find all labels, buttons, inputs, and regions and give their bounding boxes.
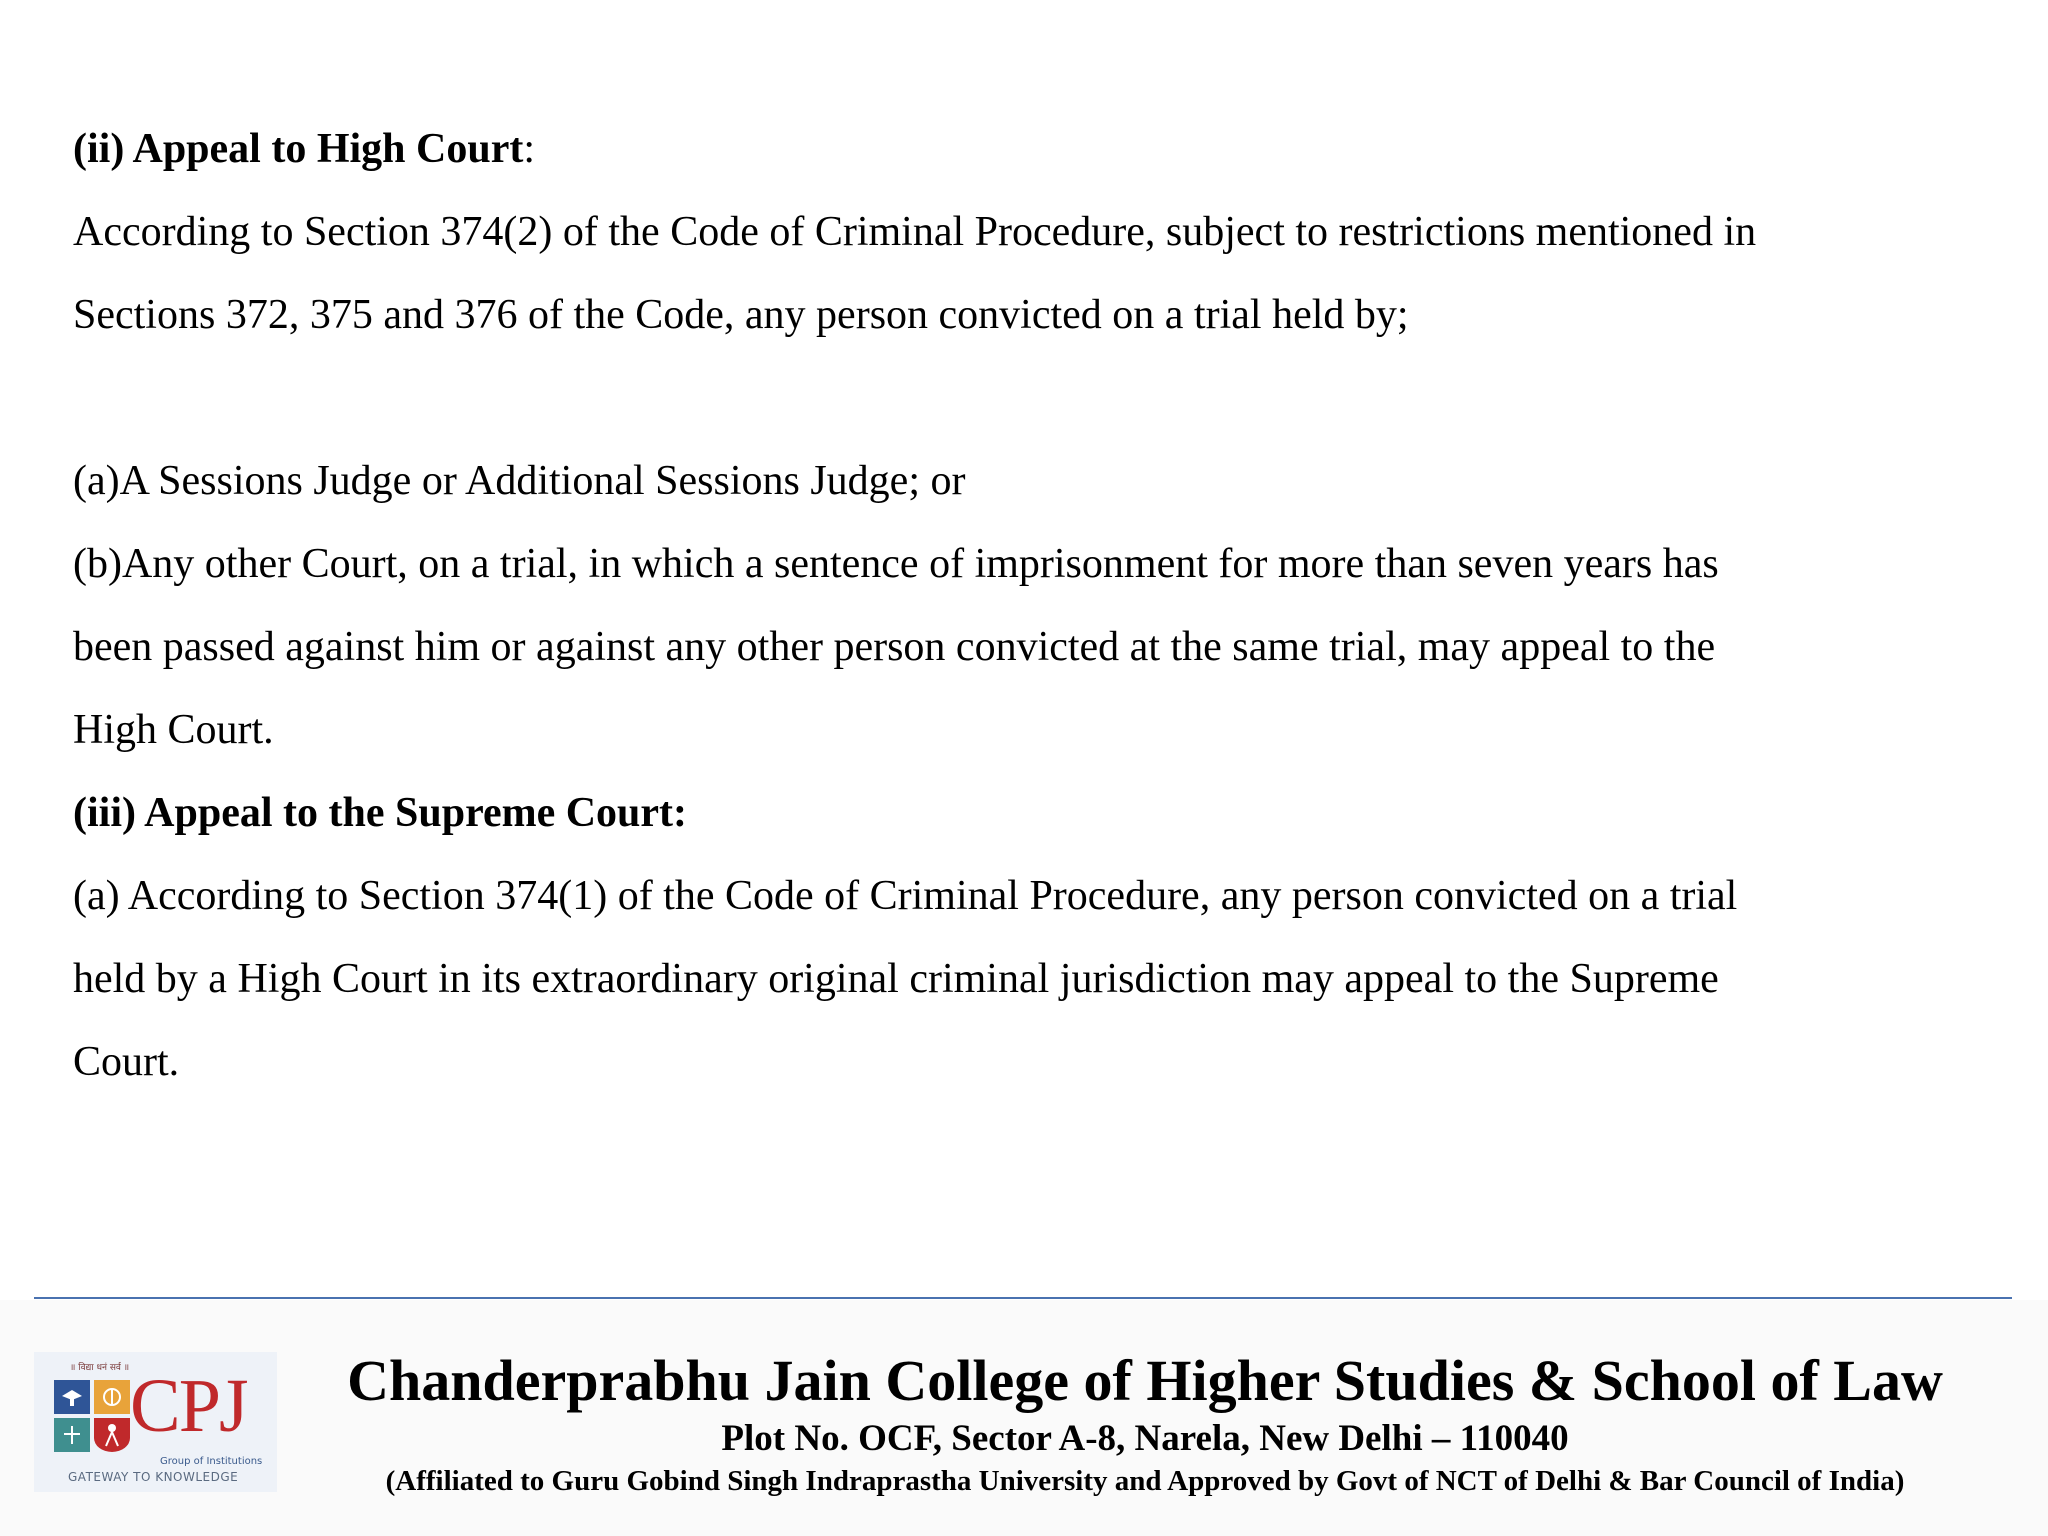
paragraph-line: (a) According to Section 374(1) of the Code of Criminal Procedure, any person convicted on a trial [73, 873, 1738, 919]
college-logo [34, 1352, 277, 1492]
paragraph-line: Court. [73, 1039, 180, 1085]
list-item-continuation: been passed against him or against any other person convicted at the same trial, may appeal to the [73, 624, 1716, 670]
college-name: Chanderprabhu Jain College of Higher Studies & School of Law [347, 1348, 1943, 1413]
blank-line [73, 357, 1993, 440]
logo-gateway-text: GATEWAY TO KNOWLEDGE [68, 1470, 239, 1484]
logo-tagline-top: ॥ विद्या धनं सर्व ॥ [70, 1363, 130, 1373]
list-item-continuation: High Court. [73, 707, 274, 753]
college-affiliation: (Affiliated to Guru Gobind Singh Indraprastha University and Approved by Govt of NCT of Delhi & Bar Council of India) [385, 1465, 1905, 1497]
list-item: (b)Any other Court, on a trial, in which a sentence of imprisonment for more than seven years has [73, 541, 1719, 587]
section-ii-heading-colon: : [523, 126, 536, 172]
document-body [73, 108, 1993, 1104]
paragraph-line: According to Section 374(2) of the Code of Criminal Procedure, subject to restrictions mentioned in [73, 209, 1757, 255]
section-iii-heading: (iii) Appeal to the Supreme Court: [73, 790, 688, 836]
college-address: Plot No. OCF, Sector A-8, Narela, New Delhi – 110040 [721, 1418, 1569, 1459]
footer-divider [34, 1297, 2012, 1299]
section-ii-heading-line [73, 108, 1993, 191]
logo-letters: CPJ [130, 1364, 247, 1448]
section-ii-heading: (ii) Appeal to High Court [73, 126, 524, 172]
list-item: (a)A Sessions Judge or Additional Sessions Judge; or [73, 458, 966, 504]
paragraph-line: held by a High Court in its extraordinary original criminal jurisdiction may appeal to the Supreme [73, 956, 1719, 1002]
logo-group-text: Group of Institutions [160, 1456, 263, 1467]
paragraph-line: Sections 372, 375 and 376 of the Code, any person convicted on a trial held by; [73, 292, 1409, 338]
shield-emblem-icon [50, 1376, 142, 1456]
